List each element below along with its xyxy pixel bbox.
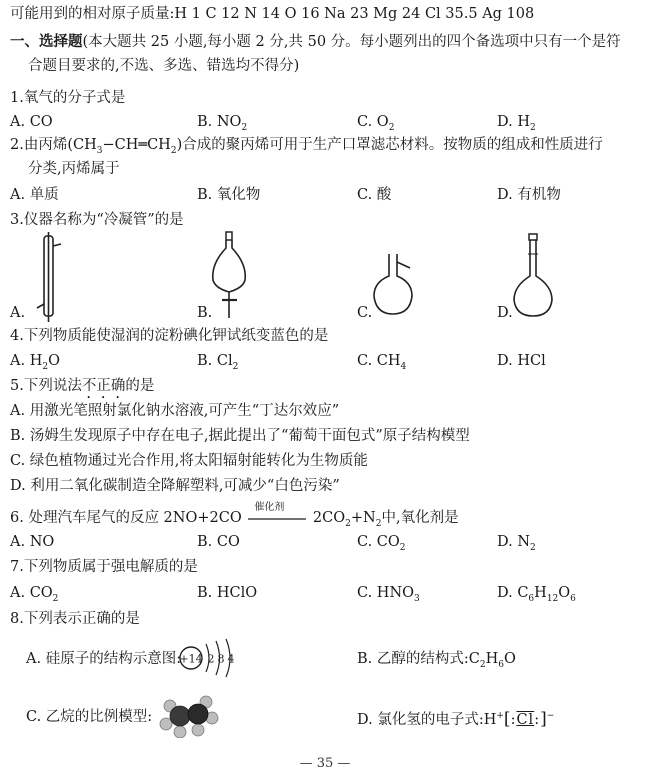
distilling-flask-icon bbox=[370, 252, 420, 318]
shell-3-count: 4 bbox=[227, 652, 235, 666]
question-7-stem: 7.下列物质属于强电解质的是 bbox=[10, 559, 198, 575]
q2-option-d: D. 有机物 bbox=[497, 187, 561, 203]
q1-option-c: C. $O_2$ bbox=[357, 114, 395, 133]
q8-option-c bbox=[26, 709, 152, 726]
section-instruction-2: 合题目要求的,不选、多选、错选均不得分) bbox=[28, 58, 300, 74]
q1-option-d: D. $H_2$ bbox=[497, 114, 536, 133]
q5-option-d: D. 利用二氧化碳制造全降解塑料,可减少“白色污染” bbox=[10, 478, 340, 494]
q2-option-a: A. 单质 bbox=[10, 187, 59, 203]
condenser-icon bbox=[34, 232, 64, 322]
question-2-stem-2: 分类,丙烯属于 bbox=[28, 161, 120, 177]
section-heading: 一、选择题 bbox=[10, 33, 83, 50]
q4-option-a: A. $H_2O$ bbox=[10, 353, 60, 372]
q5-option-c: C. 绿色植物通过光合作用,将太阳辐射能转化为生物质能 bbox=[10, 453, 368, 469]
silicon-atom-structure-icon bbox=[178, 636, 242, 680]
question-2: 2.由丙烯$(CH_3-CH═CH_2)$合成的聚丙烯可用于生产口罩滤芯材料。按物质的组成和性质进行 bbox=[10, 137, 603, 156]
question-1 bbox=[10, 90, 125, 107]
q3-option-d: D. bbox=[497, 305, 513, 321]
q7-option-b: B. HClO bbox=[197, 585, 258, 601]
q7-option-d: D. $C_6H_{12}O_6$ bbox=[497, 585, 576, 604]
q4-option-b: B. $Cl_2$ bbox=[197, 353, 239, 372]
question-4-stem: 4.下列物质能使湿润的淀粉碘化钾试纸变蓝色的是 bbox=[10, 328, 329, 344]
shell-1-count: 2 bbox=[207, 652, 215, 666]
q3-option-b: B. bbox=[197, 305, 213, 321]
q2-option-c: C. 酸 bbox=[357, 187, 392, 203]
separatory-funnel-icon bbox=[205, 230, 255, 322]
q8-option-b: B. 乙醇的结构式$:C_2H_6O$ bbox=[357, 651, 516, 670]
section-title bbox=[10, 33, 621, 51]
q6-option-b: B. CO bbox=[197, 534, 240, 550]
q1-option-a: A. CO bbox=[10, 114, 53, 130]
q5-option-a: A. 用激光笔照射氯化钠水溶液,可产生“丁达尔效应” bbox=[10, 403, 340, 419]
question-7 bbox=[10, 559, 198, 576]
q6-option-a: A. NO bbox=[10, 534, 55, 550]
question-2-cont bbox=[28, 161, 120, 178]
question-5-stem-emphasis: 不正确 bbox=[81, 378, 126, 394]
section-instruction-1: (本大题共 25 小题,每小题 2 分,共 50 分。每小题列出的四个备选项中只有一个是符 bbox=[82, 34, 621, 50]
question-3-stem: 3.仪器名称为“冷凝管”的是 bbox=[10, 212, 184, 228]
q7-option-a: A. $CO_2$ bbox=[10, 585, 59, 604]
q3-option-a: A. bbox=[10, 305, 26, 321]
nucleus-label: +14 bbox=[179, 652, 203, 666]
q8-option-d-text: D. 氯化氢的电子式: bbox=[357, 712, 484, 728]
question-4 bbox=[10, 328, 328, 345]
atomic-mass-prefix: 可能用到的相对原子质量: bbox=[10, 6, 175, 22]
q6-option-c: C. $CO_2$ bbox=[357, 534, 406, 553]
q8-option-a-text: A. 硅原子的结构示意图: bbox=[26, 651, 182, 667]
ethane-model-icon bbox=[158, 694, 220, 738]
question-8 bbox=[10, 611, 140, 628]
question-1-stem: 1.氧气的分子式是 bbox=[10, 90, 126, 106]
q8-option-b-text: B. 乙醇的结构式: bbox=[357, 651, 469, 667]
q6-option-d: D. $N_2$ bbox=[497, 534, 536, 553]
atomic-mass-values: H 1 C 12 N 14 O 16 Na 23 Mg 24 Cl 35.5 Ag 108 bbox=[174, 6, 535, 22]
question-6: 6. 处理汽车尾气的反应 2NO+2CO 催化剂 $2CO_2+N_2$中,氧化剂是 bbox=[10, 502, 459, 529]
question-3 bbox=[10, 212, 184, 229]
page-number-text: — 35 — bbox=[299, 756, 351, 771]
shell-2-count: 8 bbox=[217, 652, 225, 666]
q7-option-c: C. $HNO_3$ bbox=[357, 585, 420, 604]
q4-option-d: D. HCl bbox=[497, 353, 546, 369]
section-instruction-line-2 bbox=[28, 58, 299, 75]
question-5-stem-post: 的是 bbox=[125, 378, 155, 394]
q5-option-b: B. 汤姆生发现原子中存在电子,据此提出了“葡萄干面包式”原子结构模型 bbox=[10, 428, 470, 444]
atomic-mass-line bbox=[10, 6, 534, 23]
q2-option-b: B. 氧化物 bbox=[197, 187, 261, 203]
catalyst-label: 催化剂 bbox=[254, 502, 285, 513]
question-5 bbox=[10, 378, 154, 402]
q1-option-b: B. $NO_2$ bbox=[197, 114, 248, 133]
page-number bbox=[0, 756, 650, 772]
question-8-stem: 8.下列表示正确的是 bbox=[10, 611, 140, 627]
q3-option-c: C. bbox=[357, 305, 373, 321]
question-5-stem-pre: 5.下列说法 bbox=[10, 378, 82, 394]
q4-option-c: C. $CH_4$ bbox=[357, 353, 407, 372]
volumetric-flask-icon bbox=[510, 232, 558, 320]
q8-option-a bbox=[26, 651, 181, 668]
reaction-arrow bbox=[246, 502, 308, 528]
q8-option-c-text: C. 乙烷的比例模型: bbox=[26, 709, 153, 725]
q8-option-d: D. 氯化氢的电子式:H+[:Cl:]− bbox=[357, 709, 555, 729]
